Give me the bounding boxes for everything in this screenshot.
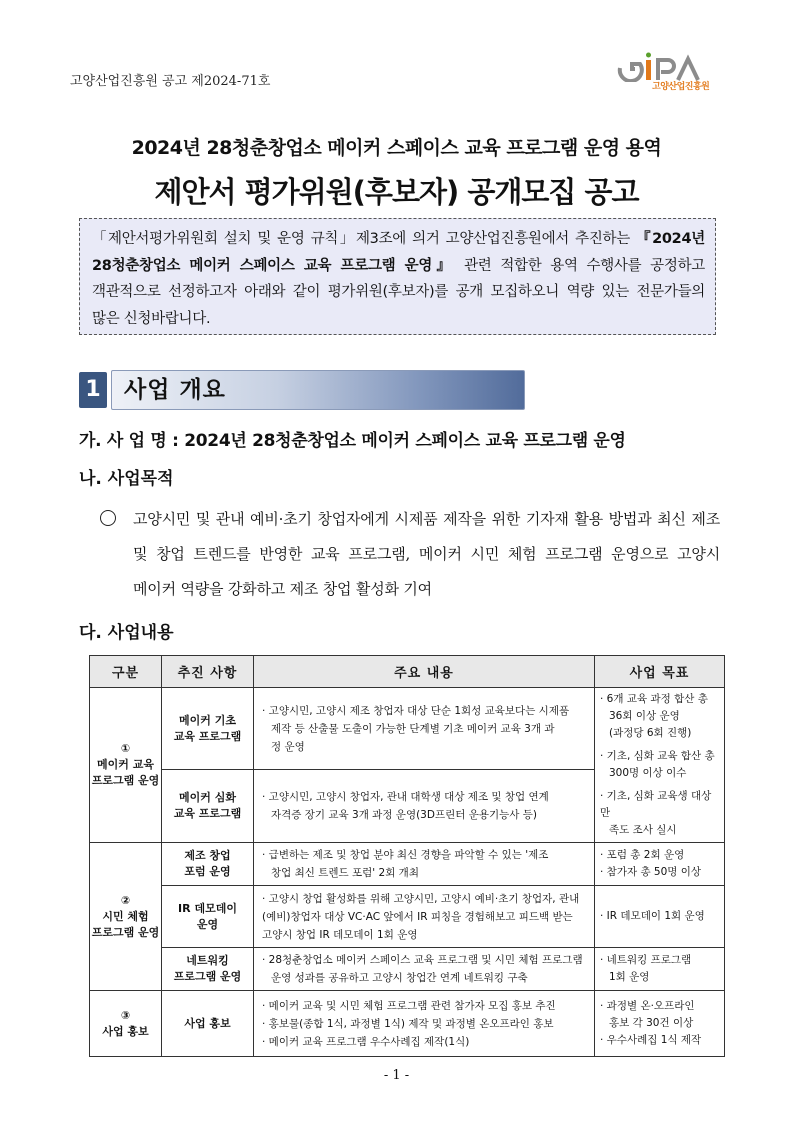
item-cell bbox=[162, 991, 254, 1057]
intro-text-bold: 『2024년 28청춘창업소 메이커 스페이스 교육 프로그램 운영』 bbox=[92, 231, 705, 274]
content-cell bbox=[254, 843, 595, 886]
col-header-content: 주요 내용 bbox=[254, 656, 595, 688]
cell-text-line: 족도 조사 실시 bbox=[609, 824, 677, 836]
cell-text-line: · 기초, 심화 교육 합산 총 bbox=[600, 750, 715, 762]
project-content-table bbox=[89, 655, 725, 1057]
cell-text-line: 교육 프로그램 bbox=[173, 807, 242, 821]
cell-text-line: · IR 데모데이 1회 운영 bbox=[600, 910, 705, 922]
section-number: 1 bbox=[79, 372, 107, 408]
intro-text-1: 「제안서평가위원회 설치 및 운영 규칙」제3조에 의거 고양산업진흥원에서 추진하는 bbox=[92, 231, 637, 247]
cell-text-line: 홍보 각 30건 이상 bbox=[609, 1017, 694, 1029]
content-cell bbox=[254, 886, 595, 948]
item-cell bbox=[162, 770, 254, 843]
cell-text-line: ① bbox=[120, 742, 131, 755]
cell-text-line: ③ bbox=[120, 1008, 131, 1022]
cell-text-line: (과정당 6회 진행) bbox=[609, 727, 692, 739]
purpose-heading: 나. 사업목적 bbox=[79, 469, 174, 489]
cell-text-line: 교육 프로그램 bbox=[173, 729, 242, 743]
cell-text-line: 정 운영 bbox=[271, 740, 305, 753]
section-header bbox=[79, 370, 525, 410]
cell-text-line: 프로그램 운영 bbox=[91, 925, 160, 939]
goal-cell bbox=[595, 843, 725, 886]
col-header-category: 구분 bbox=[90, 656, 162, 688]
col-header-goal: 사업 목표 bbox=[595, 656, 725, 688]
cell-text-line: · 네트워킹 프로그램 bbox=[600, 954, 692, 966]
intro-box bbox=[79, 218, 716, 335]
cell-text-line: 제조 창업 bbox=[184, 849, 231, 862]
logo-subtitle: 고양산업진흥원 bbox=[652, 82, 710, 92]
title-line-1: 2024년 28청춘창업소 메이커 스페이스 교육 프로그램 운영 용역 bbox=[131, 137, 662, 159]
goal-cell bbox=[595, 688, 725, 843]
cell-text-line: · 기초, 심화 교육생 대상 만 bbox=[600, 790, 712, 819]
goal-cell bbox=[595, 948, 725, 991]
cell-text-line: · 급변하는 제조 및 창업 분야 최신 경향을 파악할 수 있는 '제조 bbox=[262, 849, 549, 861]
content-cell bbox=[254, 948, 595, 991]
cell-text-line: 1회 운영 bbox=[609, 971, 650, 983]
cell-text-line: 자격증 장기 교육 3개 과정 운영(3D프린터 운용기능사 등) bbox=[271, 809, 538, 822]
cell-text-line: · 메이커 교육 및 시민 체험 프로그램 관련 참가자 모집 홍보 추진 bbox=[262, 999, 556, 1012]
item-cell bbox=[162, 948, 254, 991]
cell-text-line: 메이커 기초 bbox=[179, 713, 236, 727]
content-cell bbox=[254, 770, 595, 843]
cell-text-line: 제작 등 산출물 도출이 가능한 단계별 기초 메이커 교육 3개 과 bbox=[271, 722, 555, 735]
project-name-line: 가. 사 업 명 : 2024년 28청춘창업소 메이커 스페이스 교육 프로그램 운영 bbox=[79, 431, 626, 451]
goal-cell bbox=[595, 886, 725, 948]
cell-text-line: 고양시 창업 IR 데모데이 1회 운영 bbox=[262, 928, 418, 941]
goal-cell bbox=[595, 991, 725, 1057]
cell-text-line: · 고양시민, 고양시 제조 창업자 대상 단순 1회성 교육보다는 시제품 bbox=[262, 704, 570, 717]
cell-text-line: 사업 홍보 bbox=[102, 1024, 149, 1038]
circle-bullet-icon bbox=[100, 510, 116, 526]
cell-text-line: · 28청춘창업소 메이커 스페이스 교육 프로그램 및 시민 체험 프로그램 bbox=[262, 954, 583, 966]
cell-text-line: · 포럼 총 2회 운영 bbox=[600, 849, 685, 861]
cell-text-line: 운영 성과를 공유하고 고양시 창업간 연계 네트워킹 구축 bbox=[271, 972, 528, 984]
item-cell bbox=[162, 886, 254, 948]
cell-text-line: 운영 bbox=[196, 917, 219, 931]
cell-text-line: 메이커 교육 bbox=[97, 758, 154, 771]
content-heading: 다. 사업내용 bbox=[79, 623, 174, 643]
cell-text-line: 포럼 운영 bbox=[184, 865, 231, 878]
cell-text-line: · 메이커 교육 프로그램 우수사례집 제작(1식) bbox=[262, 1035, 470, 1048]
cell-text-line: 네트워킹 bbox=[186, 954, 229, 967]
cell-text-line: · 홍보물(종합 1식, 과정별 1식) 제작 및 과정별 온오프라인 홍보 bbox=[262, 1017, 554, 1030]
cell-text-line: 사업 홍보 bbox=[184, 1016, 231, 1030]
item-cell bbox=[162, 688, 254, 770]
purpose-paragraph bbox=[100, 502, 720, 607]
cell-text-line: 메이커 심화 bbox=[179, 791, 236, 805]
cell-text-line: (예비)창업자 대상 VC·AC 앞에서 IR 피칭을 경험해보고 피드백 받는 bbox=[262, 910, 573, 923]
purpose-text: 고양시민 및 관내 예비·초기 창업자에게 시제품 제작을 위한 기자재 활용 방법과 최신 제조 및 창업 트렌드를 반영한 교육 프로그램, 메이커 시민 체험 프로그램 운영으로 고양시 메이커 역량을 강화하고 제조 창업 활성화 기여 bbox=[133, 510, 720, 598]
cell-text-line: IR 데모데이 bbox=[178, 901, 237, 915]
cell-text-line: · 참가자 총 50명 이상 bbox=[600, 866, 702, 878]
intro-text-2: 관련 적합한 용역 수행사를 공정하고 객관적으로 선정하고자 아래와 같이 평가위원(후보자)를 공개 모집하오니 역량 있는 전문가들의 많은 신청바랍니다. bbox=[92, 257, 705, 327]
content-cell bbox=[254, 991, 595, 1057]
cell-text-line: 창업 최신 트렌드 포럼' 2회 개최 bbox=[271, 867, 419, 879]
cell-text-line: · 고양시 창업 활성화를 위해 고양시민, 고양시 예비·초기 창업자, 관내 bbox=[262, 892, 580, 905]
section-title: 사업 개요 bbox=[111, 370, 525, 410]
cell-text-line: ② bbox=[120, 893, 131, 907]
cell-text-line: 프로그램 운영 bbox=[173, 970, 242, 983]
content-cell bbox=[254, 688, 595, 770]
cell-text-line: · 6개 교육 과정 합산 총 bbox=[600, 693, 708, 705]
category-cell bbox=[90, 843, 162, 991]
gipa-logo-mark bbox=[616, 52, 726, 82]
page-number: - 1 - bbox=[383, 1068, 410, 1083]
category-cell bbox=[90, 688, 162, 843]
cell-text-line: 시민 체험 bbox=[102, 909, 149, 923]
cell-text-line: 프로그램 운영 bbox=[91, 774, 160, 787]
cell-text-line: · 과정별 온·오프라인 bbox=[600, 1000, 695, 1012]
cell-text-line: 300명 이상 이수 bbox=[609, 767, 687, 779]
title-line-2: 제안서 평가위원(후보자) 공개모집 공고 bbox=[154, 175, 639, 209]
item-cell bbox=[162, 843, 254, 886]
cell-text-line: 36회 이상 운영 bbox=[609, 710, 680, 722]
col-header-item: 추진 사항 bbox=[162, 656, 254, 688]
category-cell bbox=[90, 991, 162, 1057]
document-number: 고양산업진흥원 공고 제2024-71호 bbox=[70, 74, 271, 89]
cell-text-line: · 고양시민, 고양시 창업자, 관내 대학생 대상 제조 및 창업 연계 bbox=[262, 791, 549, 804]
cell-text-line: · 우수사례집 1식 제작 bbox=[600, 1034, 702, 1046]
